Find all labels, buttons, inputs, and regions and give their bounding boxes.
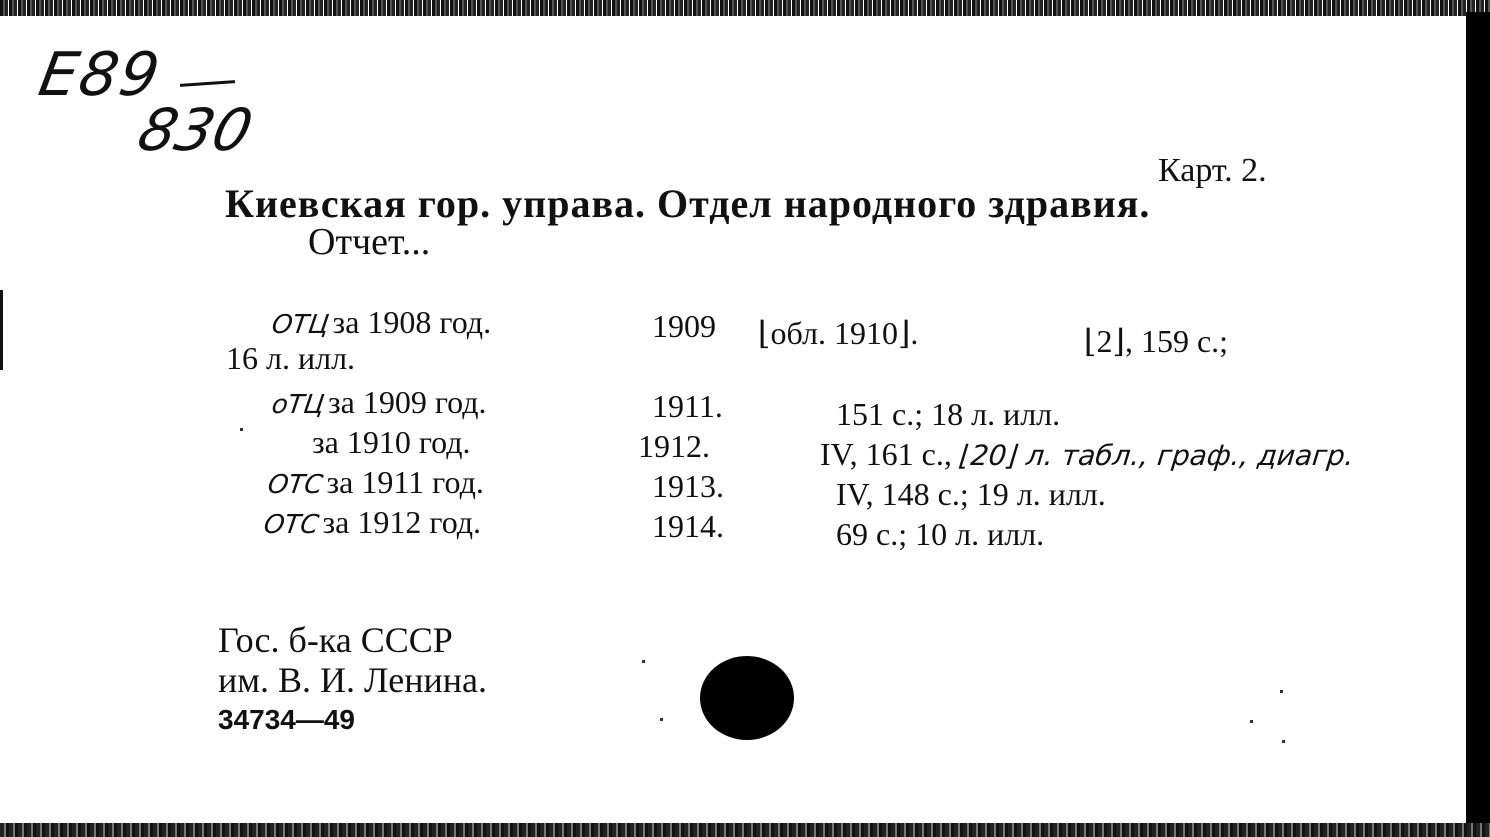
card-right-edge	[1466, 12, 1490, 837]
entry-mark: оТЦ	[269, 390, 327, 420]
entry-year: 1912.	[638, 428, 710, 464]
punch-hole	[700, 656, 794, 740]
entry-1908	[269, 304, 492, 341]
entry-extra: 69 с.; 10 л. илл.	[836, 516, 1045, 552]
entry-extra2: ⌊2⌋, 159 с.;	[1084, 323, 1229, 359]
entry-year: 1913.	[652, 468, 724, 504]
card-heading: Киевская гор. управа. Отдел народного здравия.	[225, 181, 1151, 226]
entry-1909	[269, 384, 487, 421]
speck	[240, 428, 243, 431]
speck	[1280, 690, 1283, 693]
speck	[660, 718, 663, 721]
entry-label: за 1911 год.	[326, 464, 484, 500]
library-line1: Гос. б-ка СССР	[218, 620, 453, 660]
entry-handwritten-note: ⌊20⌋ л. табл., граф., диагр.	[958, 439, 1356, 472]
speck	[642, 660, 645, 663]
entry-continuation: 16 л. илл.	[226, 340, 356, 376]
entry-mark: ОТЦ	[269, 310, 331, 340]
shelfmark-divider	[180, 80, 235, 87]
card-left-mark	[0, 290, 3, 370]
library-line2: им. В. И. Ленина.	[218, 660, 487, 700]
card-number: Карт. 2.	[1158, 152, 1267, 189]
entry-extra: 151 с.; 18 л. илл.	[836, 396, 1061, 432]
entry-year: 1911.	[652, 388, 723, 424]
card-top-edge	[0, 0, 1490, 16]
entry-1912	[261, 504, 482, 541]
entry-label: за 1908 год.	[332, 304, 492, 340]
shelfmark-line1: E89	[33, 40, 167, 110]
entry-extra: ⌊обл. 1910⌋.	[758, 315, 919, 351]
entry-year: 1914.	[652, 508, 724, 544]
entry-label: за 1910 год.	[312, 424, 471, 460]
speck	[1250, 720, 1253, 723]
library-imprint	[218, 620, 487, 740]
entry-year: 1909	[652, 308, 716, 344]
card-subheading: Отчет...	[308, 221, 431, 263]
entry-extra	[820, 436, 1354, 473]
entry-extra: IV, 148 с.; 19 л. илл.	[836, 476, 1106, 512]
card-bottom-edge	[0, 823, 1490, 837]
speck	[1282, 740, 1285, 743]
entry-mark: ОТС	[261, 510, 321, 540]
entry-extra-text: IV, 161 с.,	[820, 436, 952, 472]
entry-mark: ОТС	[265, 470, 325, 500]
entry-label: за 1909 год.	[327, 384, 487, 420]
entry-1910	[312, 424, 471, 461]
shelfmark-line2: 830	[131, 96, 260, 164]
entry-1911	[265, 464, 484, 501]
entry-label: за 1912 год.	[322, 504, 482, 540]
library-number: 34734—49	[218, 704, 356, 735]
